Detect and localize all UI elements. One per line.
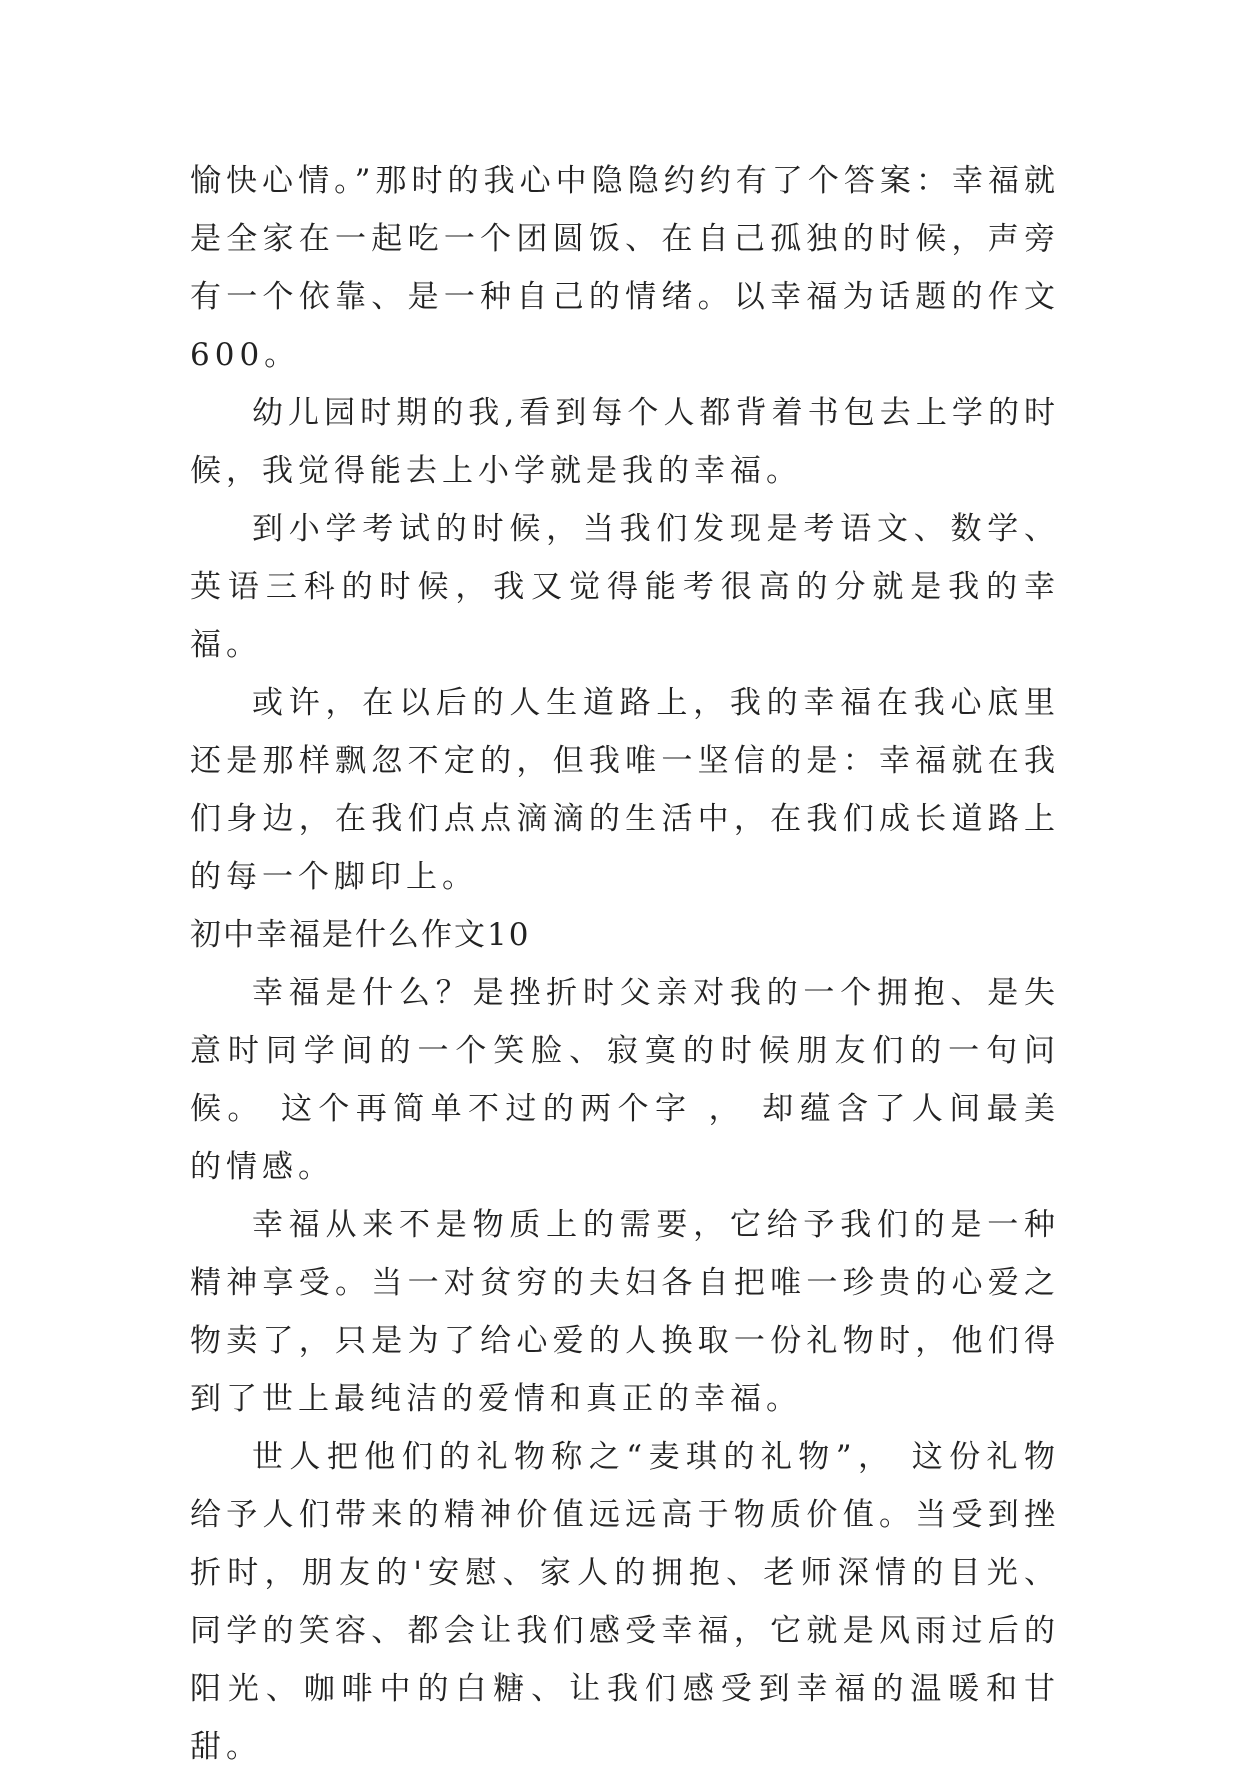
section-title: 初中幸福是什么作文10 <box>190 917 531 953</box>
document-body <box>190 152 1060 1776</box>
paragraph: 幼儿园时期的我,看到每个人都背着书包去上学的时候，我觉得能去上小学就是我的幸福。 <box>190 395 1060 489</box>
paragraph: 幸福是什么？是挫折时父亲对我的一个拥抱、是失意时同学间的一个笑脸、寂寞的时候朋友们的一句问候。 这个再简单不过的两个字 ， 却蕴含了人间最美的情感。 <box>190 975 1060 1185</box>
paragraph: 或许，在以后的人生道路上，我的幸福在我心底里还是那样飘忽不定的，但我唯一坚信的是：幸福就在我们身边，在我们点点滴滴的生活中，在我们成长道路上的每一个脚印上。 <box>190 685 1060 895</box>
paragraph-continuation: 愉快心情。”那时的我心中隐隐约约有了个答案：幸福就是全家在一起吃一个团圆饭、在自己孤独的时候，声旁有一个依靠、是一种自己的情绪。以幸福为话题的作文600。 <box>190 163 1060 373</box>
paragraph: 到小学考试的时候，当我们发现是考语文、数学、英语三科的时候，我又觉得能考很高的分就是我的幸福。 <box>190 511 1060 663</box>
paragraph: 幸福从来不是物质上的需要，它给予我们的是一种精神享受。当一对贫穷的夫妇各自把唯一珍贵的心爱之物卖了，只是为了给心爱的人换取一份礼物时，他们得到了世上最纯洁的爱情和真正的幸福。 <box>190 1207 1060 1417</box>
paragraph: 世人把他们的礼物称之“麦琪的礼物”， 这份礼物给予人们带来的精神价值远远高于物质价值。当受到挫折时，朋友的'安慰、家人的拥抱、老师深情的目光、同学的笑容、都会让我们感受幸福，它就是风雨过后的阳光、咖啡中的白糖、让我们感受到幸福的温暖和甘甜。 <box>190 1439 1060 1765</box>
